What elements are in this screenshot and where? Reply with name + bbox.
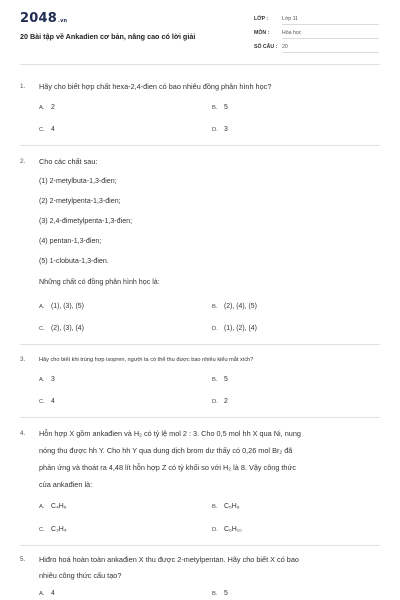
option-c[interactable] bbox=[39, 398, 55, 405]
question-line: (1) 2-metylbuta-1,3-đien; bbox=[39, 177, 117, 185]
option-b[interactable] bbox=[212, 376, 228, 383]
option-text: (2), (4), (5) bbox=[224, 303, 257, 310]
option-text: 4 bbox=[51, 590, 55, 597]
option-a[interactable] bbox=[39, 503, 67, 510]
option-label: C. bbox=[39, 127, 45, 133]
option-text: (1), (3), (5) bbox=[51, 303, 84, 310]
option-text: (2), (3), (4) bbox=[51, 325, 84, 332]
option-label: B. bbox=[212, 304, 218, 310]
option-label: A. bbox=[39, 105, 45, 111]
option-b[interactable] bbox=[212, 104, 228, 111]
option-text: (1), (2), (4) bbox=[224, 325, 257, 332]
question-divider bbox=[20, 545, 380, 546]
question-text-line: nóng thu được hh Y. Cho hh Y qua dung dịch brom dư thấy có 0,26 mol Br₂ đã bbox=[39, 446, 293, 455]
question-divider bbox=[20, 344, 380, 345]
option-a[interactable] bbox=[39, 376, 55, 383]
option-c[interactable] bbox=[39, 126, 55, 133]
option-label: D. bbox=[212, 127, 218, 133]
logo-suffix: .vn bbox=[57, 18, 68, 24]
option-label: B. bbox=[212, 591, 218, 597]
header-divider bbox=[20, 64, 380, 65]
option-d[interactable] bbox=[212, 526, 242, 533]
meta-value: Hóa học bbox=[282, 30, 379, 39]
option-text: 4 bbox=[51, 126, 55, 133]
question-text: Hãy cho biết hợp chất hexa-2,4-đien có bao nhiêu đồng phân hình học? bbox=[39, 82, 272, 91]
question-number: 3. bbox=[20, 356, 26, 363]
logo-main: 2048 bbox=[20, 11, 57, 26]
option-text: 3 bbox=[51, 376, 55, 383]
question-text: Cho các chất sau: bbox=[39, 157, 98, 166]
option-label: B. bbox=[212, 504, 218, 510]
meta-value: 20 bbox=[282, 44, 379, 53]
question-number: 1. bbox=[20, 83, 26, 90]
meta-key: SỐ CÂU : bbox=[254, 44, 278, 50]
question-number: 4. bbox=[20, 430, 26, 437]
question-text: Hãy cho biết khi trùng hợp isopren, người ta có thể thu được bao nhiêu kiểu mắt xích? bbox=[39, 357, 254, 363]
option-text: 3 bbox=[224, 126, 228, 133]
question-divider bbox=[20, 145, 380, 146]
question-line: (2) 2-metylpenta-1,3-đien; bbox=[39, 197, 121, 205]
option-label: C. bbox=[39, 326, 45, 332]
question-line: Những chất có đồng phân hình học là: bbox=[39, 278, 160, 286]
question-text-line: Hỗn hợp X gồm ankađien và H₂ có tỷ lệ mol 2 : 3. Cho 0,5 mol hh X qua Ni, nung bbox=[39, 429, 301, 438]
meta-key: MÔN : bbox=[254, 30, 270, 36]
option-text: C₆H₁₀ bbox=[224, 526, 242, 533]
option-label: D. bbox=[212, 399, 218, 405]
option-d[interactable] bbox=[212, 325, 257, 332]
option-text: 2 bbox=[51, 104, 55, 111]
question-text-line: phản ứng và thoát ra 4,48 lít hỗn hợp Z có tỷ khối so với H₂ là 8. Vậy công thức bbox=[39, 463, 297, 472]
question-number: 5. bbox=[20, 556, 26, 563]
option-text: 5 bbox=[224, 376, 228, 383]
question-text-line: nhiêu công thức cấu tạo? bbox=[39, 571, 122, 580]
option-label: A. bbox=[39, 504, 45, 510]
document-title: 20 Bài tập về Ankadien cơ bản, nâng cao có lời giải bbox=[20, 32, 196, 41]
option-label: B. bbox=[212, 105, 218, 111]
question-line: (3) 2,4-đimetylpenta-1,3-đien; bbox=[39, 217, 133, 225]
option-text: 5 bbox=[224, 590, 228, 597]
option-text: C₅H₈ bbox=[224, 503, 240, 510]
option-d[interactable] bbox=[212, 126, 228, 133]
option-text: C₃H₄ bbox=[51, 526, 67, 533]
site-logo[interactable] bbox=[20, 11, 67, 26]
option-label: A. bbox=[39, 591, 45, 597]
option-c[interactable] bbox=[39, 526, 67, 533]
option-label: D. bbox=[212, 527, 218, 533]
option-label: C. bbox=[39, 527, 45, 533]
question-divider bbox=[20, 417, 380, 418]
option-a[interactable] bbox=[39, 303, 84, 310]
option-text: 4 bbox=[51, 398, 55, 405]
question-line: (5) 1-clobuta-1,3-đien. bbox=[39, 257, 109, 265]
option-b[interactable] bbox=[212, 303, 257, 310]
option-text: C₄H₆ bbox=[51, 503, 67, 510]
option-label: C. bbox=[39, 399, 45, 405]
meta-value: Lớp 11 bbox=[282, 16, 379, 25]
option-a[interactable] bbox=[39, 104, 55, 111]
option-label: D. bbox=[212, 326, 218, 332]
option-text: 2 bbox=[224, 398, 228, 405]
meta-key: LỚP : bbox=[254, 16, 269, 22]
option-a[interactable] bbox=[39, 590, 55, 597]
question-number: 2. bbox=[20, 158, 26, 165]
option-b[interactable] bbox=[212, 590, 228, 597]
option-text: 5 bbox=[224, 104, 228, 111]
option-b[interactable] bbox=[212, 503, 240, 510]
question-text-line: Hiđro hoá hoàn toàn ankađien X thu được 2-metylpentan. Hãy cho biết X có bao bbox=[39, 555, 299, 564]
option-label: A. bbox=[39, 377, 45, 383]
option-c[interactable] bbox=[39, 325, 84, 332]
option-label: A. bbox=[39, 304, 45, 310]
question-line: (4) pentan-1,3-đien; bbox=[39, 237, 102, 245]
option-label: B. bbox=[212, 377, 218, 383]
option-d[interactable] bbox=[212, 398, 228, 405]
question-text-line: của ankađien là: bbox=[39, 480, 93, 489]
